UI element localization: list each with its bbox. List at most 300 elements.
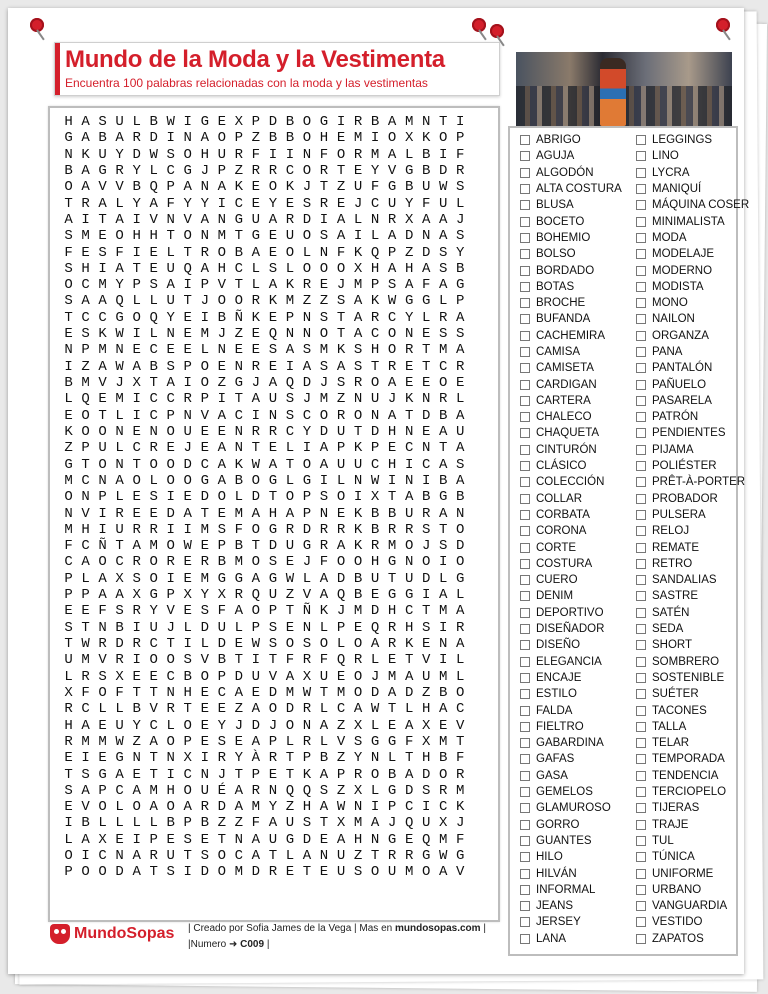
checkbox-icon[interactable] bbox=[636, 526, 646, 536]
grid-letter[interactable]: L bbox=[285, 260, 295, 277]
grid-letter[interactable]: G bbox=[268, 570, 278, 587]
grid-letter[interactable]: U bbox=[98, 440, 107, 457]
grid-letter[interactable]: L bbox=[64, 391, 73, 408]
grid-letter[interactable]: K bbox=[302, 766, 312, 783]
word-list-item[interactable] bbox=[636, 849, 749, 865]
grid-letter[interactable]: A bbox=[353, 309, 363, 326]
checkbox-icon[interactable] bbox=[636, 363, 646, 373]
grid-letter[interactable]: L bbox=[285, 733, 295, 750]
grid-letter[interactable]: A bbox=[404, 277, 414, 294]
grid-letter[interactable]: L bbox=[285, 440, 295, 457]
grid-letter[interactable]: I bbox=[421, 799, 431, 816]
grid-letter[interactable]: B bbox=[132, 179, 141, 196]
grid-letter[interactable]: D bbox=[370, 684, 380, 701]
grid-letter[interactable]: M bbox=[439, 733, 448, 750]
grid-letter[interactable]: C bbox=[200, 456, 209, 473]
grid-letter[interactable]: L bbox=[166, 244, 175, 261]
word-list-item[interactable] bbox=[520, 507, 622, 523]
grid-letter[interactable]: I bbox=[268, 146, 278, 163]
grid-letter[interactable]: T bbox=[268, 848, 278, 865]
word-list-item[interactable] bbox=[636, 588, 749, 604]
grid-letter[interactable]: E bbox=[149, 260, 158, 277]
grid-letter[interactable]: T bbox=[439, 114, 448, 130]
checkbox-icon[interactable] bbox=[636, 266, 646, 276]
word-list-item[interactable] bbox=[636, 344, 749, 360]
grid-letter[interactable]: B bbox=[404, 179, 414, 196]
grid-letter[interactable]: R bbox=[268, 423, 278, 440]
grid-letter[interactable]: Z bbox=[132, 733, 141, 750]
grid-letter[interactable]: O bbox=[217, 489, 226, 506]
checkbox-icon[interactable] bbox=[520, 689, 530, 699]
grid-letter[interactable]: O bbox=[387, 326, 397, 343]
grid-letter[interactable]: J bbox=[200, 162, 209, 179]
grid-letter[interactable]: W bbox=[115, 326, 124, 343]
word-list-item[interactable] bbox=[520, 882, 622, 898]
grid-letter[interactable]: K bbox=[353, 538, 363, 555]
grid-letter[interactable]: B bbox=[64, 375, 73, 391]
grid-letter[interactable]: C bbox=[115, 554, 124, 571]
grid-letter[interactable]: A bbox=[456, 603, 465, 620]
word-list-item[interactable] bbox=[520, 800, 622, 816]
grid-letter[interactable]: J bbox=[370, 668, 380, 685]
grid-letter[interactable]: R bbox=[353, 652, 363, 669]
word-list-item[interactable] bbox=[636, 556, 749, 572]
grid-letter[interactable]: G bbox=[234, 375, 244, 391]
word-list-item[interactable] bbox=[636, 148, 749, 164]
grid-letter[interactable]: Z bbox=[302, 293, 312, 310]
checkbox-icon[interactable] bbox=[520, 543, 530, 553]
grid-letter[interactable]: A bbox=[132, 358, 141, 375]
grid-letter[interactable]: F bbox=[98, 603, 107, 620]
grid-letter[interactable]: A bbox=[404, 668, 414, 685]
grid-letter[interactable]: O bbox=[64, 179, 73, 196]
grid-letter[interactable]: I bbox=[421, 472, 431, 489]
grid-letter[interactable]: F bbox=[166, 195, 175, 212]
grid-letter[interactable]: S bbox=[285, 391, 295, 408]
grid-letter[interactable]: E bbox=[200, 701, 209, 718]
grid-letter[interactable]: T bbox=[183, 244, 192, 261]
grid-letter[interactable]: N bbox=[421, 114, 431, 130]
grid-letter[interactable]: R bbox=[404, 521, 414, 538]
grid-letter[interactable]: T bbox=[149, 766, 158, 783]
grid-letter[interactable]: S bbox=[421, 521, 431, 538]
grid-letter[interactable]: U bbox=[217, 619, 226, 636]
word-list-item[interactable] bbox=[636, 295, 749, 311]
grid-letter[interactable]: E bbox=[268, 440, 278, 457]
grid-letter[interactable]: Q bbox=[183, 260, 192, 277]
grid-letter[interactable]: L bbox=[456, 587, 465, 604]
word-list-item[interactable] bbox=[520, 539, 622, 555]
grid-letter[interactable]: M bbox=[439, 668, 448, 685]
grid-letter[interactable]: O bbox=[149, 554, 158, 571]
grid-letter[interactable]: S bbox=[456, 179, 465, 196]
word-list-item[interactable] bbox=[520, 165, 622, 181]
grid-letter[interactable]: S bbox=[439, 538, 448, 555]
grid-letter[interactable]: E bbox=[370, 587, 380, 604]
grid-letter[interactable]: D bbox=[234, 668, 244, 685]
grid-letter[interactable]: S bbox=[149, 277, 158, 294]
grid-letter[interactable]: T bbox=[404, 652, 414, 669]
grid-letter[interactable]: O bbox=[353, 407, 363, 424]
word-list-item[interactable] bbox=[520, 262, 622, 278]
checkbox-icon[interactable] bbox=[520, 836, 530, 846]
grid-letter[interactable]: N bbox=[64, 505, 73, 522]
checkbox-icon[interactable] bbox=[520, 331, 530, 341]
checkbox-icon[interactable] bbox=[636, 917, 646, 927]
grid-letter[interactable]: H bbox=[302, 799, 312, 816]
grid-letter[interactable]: H bbox=[370, 260, 380, 277]
word-list-item[interactable] bbox=[520, 295, 622, 311]
grid-letter[interactable]: R bbox=[456, 162, 465, 179]
grid-letter[interactable]: A bbox=[251, 505, 261, 522]
grid-letter[interactable]: L bbox=[251, 277, 261, 294]
grid-letter[interactable]: N bbox=[98, 619, 107, 636]
grid-letter[interactable]: M bbox=[387, 668, 397, 685]
grid-letter[interactable]: X bbox=[404, 130, 414, 147]
grid-letter[interactable]: P bbox=[183, 733, 192, 750]
grid-letter[interactable]: S bbox=[302, 195, 312, 212]
grid-letter[interactable]: I bbox=[132, 391, 141, 408]
grid-letter[interactable]: L bbox=[319, 619, 329, 636]
grid-letter[interactable]: R bbox=[456, 766, 465, 783]
word-list-item[interactable] bbox=[636, 572, 749, 588]
grid-letter[interactable]: I bbox=[217, 391, 226, 408]
grid-letter[interactable]: R bbox=[387, 521, 397, 538]
grid-letter[interactable]: F bbox=[64, 538, 73, 555]
grid-letter[interactable]: D bbox=[166, 505, 175, 522]
grid-letter[interactable]: E bbox=[234, 636, 244, 652]
checkbox-icon[interactable] bbox=[636, 640, 646, 650]
grid-letter[interactable]: O bbox=[353, 684, 363, 701]
grid-letter[interactable]: G bbox=[387, 733, 397, 750]
grid-letter[interactable]: K bbox=[268, 293, 278, 310]
grid-letter[interactable]: K bbox=[421, 130, 431, 147]
grid-letter[interactable]: M bbox=[439, 603, 448, 620]
grid-letter[interactable]: S bbox=[200, 603, 209, 620]
grid-letter[interactable]: E bbox=[234, 733, 244, 750]
grid-letter[interactable]: A bbox=[404, 766, 414, 783]
grid-letter[interactable]: X bbox=[353, 782, 363, 799]
grid-letter[interactable]: B bbox=[370, 114, 380, 130]
grid-letter[interactable]: L bbox=[115, 815, 124, 832]
grid-letter[interactable]: E bbox=[166, 342, 175, 359]
grid-letter[interactable]: E bbox=[268, 358, 278, 375]
grid-letter[interactable]: E bbox=[285, 619, 295, 636]
grid-letter[interactable]: F bbox=[456, 831, 465, 848]
grid-letter[interactable]: D bbox=[336, 570, 346, 587]
grid-letter[interactable]: E bbox=[387, 652, 397, 669]
grid-letter[interactable]: S bbox=[421, 782, 431, 799]
grid-letter[interactable]: A bbox=[439, 228, 448, 245]
grid-letter[interactable]: L bbox=[115, 489, 124, 506]
grid-letter[interactable]: Q bbox=[149, 309, 158, 326]
word-list-item[interactable] bbox=[520, 213, 622, 229]
grid-letter[interactable]: T bbox=[285, 603, 295, 620]
grid-letter[interactable]: U bbox=[217, 146, 226, 163]
word-list-item[interactable] bbox=[636, 865, 749, 881]
grid-letter[interactable]: J bbox=[217, 326, 226, 343]
grid-letter[interactable]: D bbox=[421, 766, 431, 783]
grid-letter[interactable]: O bbox=[319, 260, 329, 277]
grid-letter[interactable]: A bbox=[353, 701, 363, 718]
grid-letter[interactable]: T bbox=[336, 326, 346, 343]
checkbox-icon[interactable] bbox=[636, 184, 646, 194]
grid-letter[interactable]: E bbox=[336, 130, 346, 147]
grid-letter[interactable]: O bbox=[98, 554, 107, 571]
grid-letter[interactable]: M bbox=[81, 375, 90, 391]
grid-letter[interactable]: U bbox=[285, 815, 295, 832]
grid-letter[interactable]: N bbox=[115, 456, 124, 473]
word-list-item[interactable] bbox=[520, 605, 622, 621]
grid-letter[interactable]: C bbox=[404, 603, 414, 620]
word-list-item[interactable] bbox=[520, 588, 622, 604]
grid-letter[interactable]: G bbox=[456, 570, 465, 587]
grid-letter[interactable]: Y bbox=[132, 195, 141, 212]
grid-letter[interactable]: T bbox=[149, 750, 158, 767]
grid-letter[interactable]: A bbox=[439, 456, 448, 473]
grid-letter[interactable]: G bbox=[115, 750, 124, 767]
grid-letter[interactable]: B bbox=[217, 554, 226, 571]
grid-letter[interactable]: B bbox=[234, 472, 244, 489]
grid-letter[interactable]: V bbox=[217, 277, 226, 294]
grid-letter[interactable]: Q bbox=[404, 815, 414, 832]
grid-letter[interactable]: I bbox=[251, 652, 261, 669]
grid-letter[interactable]: D bbox=[200, 619, 209, 636]
grid-letter[interactable]: R bbox=[234, 587, 244, 604]
grid-letter[interactable]: E bbox=[439, 717, 448, 734]
grid-letter[interactable]: Z bbox=[234, 815, 244, 832]
grid-letter[interactable]: E bbox=[336, 195, 346, 212]
grid-letter[interactable]: M bbox=[200, 521, 209, 538]
grid-letter[interactable]: E bbox=[353, 619, 363, 636]
grid-letter[interactable]: C bbox=[149, 342, 158, 359]
grid-letter[interactable]: M bbox=[234, 505, 244, 522]
checkbox-icon[interactable] bbox=[636, 233, 646, 243]
grid-letter[interactable]: J bbox=[166, 619, 175, 636]
grid-letter[interactable]: T bbox=[421, 358, 431, 375]
grid-letter[interactable]: L bbox=[234, 619, 244, 636]
grid-letter[interactable]: Q bbox=[251, 587, 261, 604]
grid-letter[interactable]: Y bbox=[166, 309, 175, 326]
grid-letter[interactable]: R bbox=[387, 211, 397, 228]
grid-letter[interactable]: G bbox=[456, 848, 465, 865]
grid-letter[interactable]: F bbox=[115, 684, 124, 701]
grid-letter[interactable]: P bbox=[217, 538, 226, 555]
word-list-item[interactable] bbox=[636, 735, 749, 751]
grid-letter[interactable]: H bbox=[149, 228, 158, 245]
grid-letter[interactable]: Z bbox=[319, 293, 329, 310]
grid-letter[interactable]: R bbox=[115, 652, 124, 669]
grid-letter[interactable]: R bbox=[217, 750, 226, 767]
grid-letter[interactable]: E bbox=[387, 717, 397, 734]
grid-letter[interactable]: A bbox=[336, 538, 346, 555]
grid-letter[interactable]: A bbox=[251, 391, 261, 408]
grid-letter[interactable]: B bbox=[370, 521, 380, 538]
grid-letter[interactable]: I bbox=[285, 146, 295, 163]
grid-letter[interactable]: Z bbox=[336, 717, 346, 734]
checkbox-icon[interactable] bbox=[636, 412, 646, 422]
grid-letter[interactable]: S bbox=[302, 342, 312, 359]
grid-letter[interactable]: A bbox=[115, 211, 124, 228]
grid-letter[interactable]: Z bbox=[336, 750, 346, 767]
grid-letter[interactable]: O bbox=[421, 554, 431, 571]
grid-letter[interactable]: H bbox=[183, 684, 192, 701]
grid-letter[interactable]: E bbox=[319, 277, 329, 294]
grid-letter[interactable]: G bbox=[404, 162, 414, 179]
checkbox-icon[interactable] bbox=[520, 885, 530, 895]
grid-letter[interactable]: P bbox=[336, 766, 346, 783]
grid-letter[interactable]: B bbox=[456, 260, 465, 277]
word-list-item[interactable] bbox=[636, 686, 749, 702]
grid-letter[interactable]: X bbox=[98, 831, 107, 848]
grid-letter[interactable]: O bbox=[302, 130, 312, 147]
checkbox-icon[interactable] bbox=[520, 673, 530, 683]
grid-letter[interactable]: R bbox=[81, 195, 90, 212]
grid-letter[interactable]: S bbox=[64, 782, 73, 799]
grid-letter[interactable]: R bbox=[251, 782, 261, 799]
grid-letter[interactable]: B bbox=[98, 130, 107, 147]
grid-letter[interactable]: V bbox=[183, 211, 192, 228]
grid-letter[interactable]: N bbox=[132, 750, 141, 767]
grid-letter[interactable]: O bbox=[387, 342, 397, 359]
grid-letter[interactable]: I bbox=[200, 309, 209, 326]
grid-letter[interactable]: R bbox=[302, 652, 312, 669]
grid-letter[interactable]: Y bbox=[302, 423, 312, 440]
checkbox-icon[interactable] bbox=[520, 363, 530, 373]
grid-letter[interactable]: W bbox=[302, 684, 312, 701]
grid-letter[interactable]: E bbox=[132, 423, 141, 440]
grid-letter[interactable]: A bbox=[81, 114, 90, 130]
grid-letter[interactable]: B bbox=[421, 162, 431, 179]
grid-letter[interactable]: A bbox=[456, 472, 465, 489]
grid-letter[interactable]: O bbox=[456, 684, 465, 701]
grid-letter[interactable]: Y bbox=[404, 195, 414, 212]
grid-letter[interactable]: N bbox=[421, 440, 431, 457]
grid-letter[interactable]: D bbox=[132, 146, 141, 163]
checkbox-icon[interactable] bbox=[636, 836, 646, 846]
checkbox-icon[interactable] bbox=[520, 591, 530, 601]
word-list-item[interactable] bbox=[636, 246, 749, 262]
grid-letter[interactable]: N bbox=[234, 440, 244, 457]
grid-letter[interactable]: T bbox=[251, 538, 261, 555]
grid-letter[interactable]: O bbox=[285, 717, 295, 734]
grid-letter[interactable]: R bbox=[115, 162, 124, 179]
checkbox-icon[interactable] bbox=[636, 657, 646, 667]
grid-letter[interactable]: Z bbox=[285, 587, 295, 604]
grid-letter[interactable]: T bbox=[217, 831, 226, 848]
grid-letter[interactable]: M bbox=[439, 831, 448, 848]
grid-letter[interactable]: B bbox=[421, 489, 431, 506]
grid-letter[interactable]: E bbox=[132, 342, 141, 359]
grid-letter[interactable]: W bbox=[439, 179, 448, 196]
grid-letter[interactable]: E bbox=[353, 162, 363, 179]
grid-letter[interactable]: O bbox=[217, 848, 226, 865]
grid-letter[interactable]: C bbox=[98, 848, 107, 865]
grid-letter[interactable]: A bbox=[421, 260, 431, 277]
grid-letter[interactable]: A bbox=[319, 440, 329, 457]
checkbox-icon[interactable] bbox=[520, 168, 530, 178]
grid-letter[interactable]: U bbox=[268, 587, 278, 604]
checkbox-icon[interactable] bbox=[520, 217, 530, 227]
word-list-item[interactable] bbox=[520, 719, 622, 735]
grid-letter[interactable]: C bbox=[370, 456, 380, 473]
grid-letter[interactable]: A bbox=[166, 277, 175, 294]
grid-letter[interactable]: A bbox=[183, 799, 192, 816]
grid-letter[interactable]: R bbox=[268, 750, 278, 767]
grid-letter[interactable]: M bbox=[64, 472, 73, 489]
grid-letter[interactable]: O bbox=[98, 423, 107, 440]
grid-letter[interactable]: Y bbox=[149, 603, 158, 620]
checkbox-icon[interactable] bbox=[636, 934, 646, 944]
grid-letter[interactable]: N bbox=[285, 326, 295, 343]
checkbox-icon[interactable] bbox=[636, 380, 646, 390]
grid-letter[interactable]: U bbox=[387, 864, 397, 881]
grid-letter[interactable]: X bbox=[421, 733, 431, 750]
grid-letter[interactable]: A bbox=[217, 456, 226, 473]
grid-letter[interactable]: L bbox=[456, 652, 465, 669]
grid-letter[interactable]: T bbox=[234, 228, 244, 245]
grid-letter[interactable]: L bbox=[251, 260, 261, 277]
grid-letter[interactable]: F bbox=[234, 521, 244, 538]
grid-letter[interactable]: O bbox=[336, 554, 346, 571]
grid-letter[interactable]: E bbox=[81, 603, 90, 620]
grid-letter[interactable]: R bbox=[132, 554, 141, 571]
checkbox-icon[interactable] bbox=[636, 803, 646, 813]
word-list-item[interactable] bbox=[636, 213, 749, 229]
grid-letter[interactable]: E bbox=[285, 195, 295, 212]
grid-letter[interactable]: S bbox=[387, 277, 397, 294]
grid-letter[interactable]: B bbox=[268, 130, 278, 147]
grid-letter[interactable]: G bbox=[404, 293, 414, 310]
checkbox-icon[interactable] bbox=[520, 494, 530, 504]
grid-letter[interactable]: N bbox=[319, 505, 329, 522]
grid-letter[interactable]: S bbox=[353, 342, 363, 359]
grid-letter[interactable]: D bbox=[319, 423, 329, 440]
grid-letter[interactable]: H bbox=[387, 423, 397, 440]
grid-letter[interactable]: O bbox=[81, 423, 90, 440]
grid-letter[interactable]: S bbox=[217, 733, 226, 750]
grid-letter[interactable]: G bbox=[183, 162, 192, 179]
grid-letter[interactable]: Z bbox=[64, 440, 73, 457]
grid-letter[interactable]: R bbox=[439, 309, 448, 326]
grid-letter[interactable]: A bbox=[132, 864, 141, 881]
grid-letter[interactable]: K bbox=[285, 179, 295, 196]
grid-letter[interactable]: A bbox=[387, 684, 397, 701]
grid-letter[interactable]: I bbox=[370, 130, 380, 147]
grid-letter[interactable]: S bbox=[439, 326, 448, 343]
grid-letter[interactable]: T bbox=[370, 848, 380, 865]
grid-letter[interactable]: H bbox=[421, 701, 431, 718]
grid-letter[interactable]: I bbox=[336, 114, 346, 130]
grid-letter[interactable]: L bbox=[115, 195, 124, 212]
grid-letter[interactable]: A bbox=[370, 636, 380, 652]
grid-letter[interactable]: R bbox=[404, 848, 414, 865]
grid-letter[interactable]: G bbox=[268, 472, 278, 489]
grid-letter[interactable]: E bbox=[64, 326, 73, 343]
grid-letter[interactable]: L bbox=[149, 472, 158, 489]
grid-letter[interactable]: O bbox=[319, 407, 329, 424]
grid-letter[interactable]: N bbox=[115, 848, 124, 865]
grid-letter[interactable]: P bbox=[268, 603, 278, 620]
checkbox-icon[interactable] bbox=[636, 738, 646, 748]
grid-letter[interactable]: O bbox=[302, 260, 312, 277]
grid-letter[interactable]: Y bbox=[217, 717, 226, 734]
grid-letter[interactable]: O bbox=[132, 472, 141, 489]
grid-letter[interactable]: A bbox=[387, 228, 397, 245]
grid-letter[interactable]: N bbox=[404, 423, 414, 440]
grid-letter[interactable]: A bbox=[456, 440, 465, 457]
grid-letter[interactable]: B bbox=[115, 619, 124, 636]
